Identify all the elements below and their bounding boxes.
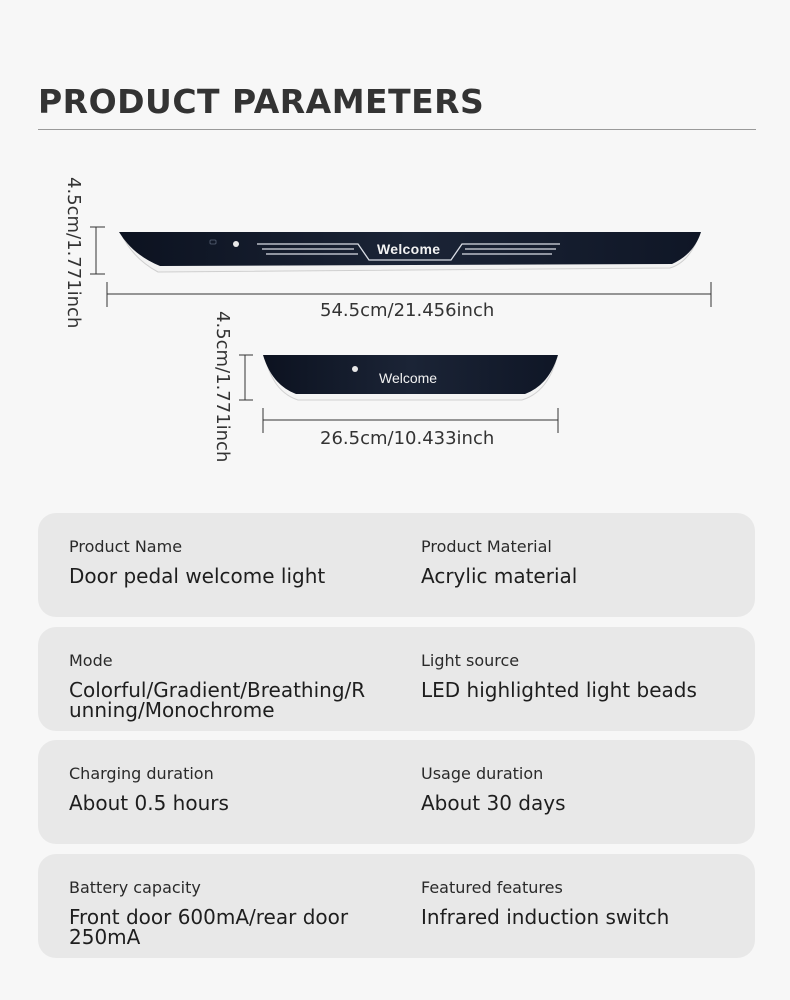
param-battery-capacity bbox=[69, 878, 369, 947]
large-height-label: 4.5cm/1.771inch bbox=[63, 177, 84, 329]
param-value: Infrared induction switch bbox=[421, 905, 670, 929]
dimension-drawing bbox=[0, 0, 790, 480]
param-label: Featured features bbox=[421, 878, 563, 897]
small-height-label: 4.5cm/1.771inch bbox=[212, 311, 233, 463]
param-label: Light source bbox=[421, 651, 520, 670]
param-mode bbox=[69, 651, 374, 720]
param-label: Product Material bbox=[421, 537, 552, 556]
small-welcome-text: Welcome bbox=[379, 370, 438, 386]
param-charging-duration bbox=[69, 764, 389, 813]
param-label: Mode bbox=[69, 651, 113, 670]
param-light-source bbox=[421, 651, 741, 700]
param-product-material bbox=[421, 537, 741, 586]
param-label: Charging duration bbox=[69, 764, 214, 783]
param-usage-duration bbox=[421, 764, 741, 813]
sensor-dot-icon bbox=[233, 241, 239, 247]
param-value: LED highlighted light beads bbox=[421, 678, 697, 702]
param-value: Colorful/Gradient/Breathing/Running/Monochrome bbox=[69, 678, 366, 722]
param-label: Usage duration bbox=[421, 764, 544, 783]
param-card-mode bbox=[38, 627, 755, 731]
param-value: Acrylic material bbox=[421, 564, 578, 588]
param-product-name bbox=[69, 537, 389, 586]
param-card-product bbox=[38, 513, 755, 617]
param-value: Door pedal welcome light bbox=[69, 564, 326, 588]
sensor-dot-icon bbox=[352, 366, 358, 372]
product-dimension-figure bbox=[0, 0, 790, 480]
param-label: Battery capacity bbox=[69, 878, 201, 897]
page-title: PRODUCT PARAMETERS bbox=[38, 82, 485, 121]
param-label: Product Name bbox=[69, 537, 183, 556]
param-value: About 0.5 hours bbox=[69, 791, 229, 815]
large-welcome-text: Welcome bbox=[377, 241, 441, 257]
param-card-battery bbox=[38, 854, 755, 958]
large-width-label: 54.5cm/21.456inch bbox=[320, 300, 495, 321]
param-card-duration bbox=[38, 740, 755, 844]
param-value: About 30 days bbox=[421, 791, 566, 815]
param-featured-features bbox=[421, 878, 741, 927]
small-width-label: 26.5cm/10.433inch bbox=[320, 428, 495, 449]
param-value: Front door 600mA/rear door 250mA bbox=[69, 905, 349, 949]
